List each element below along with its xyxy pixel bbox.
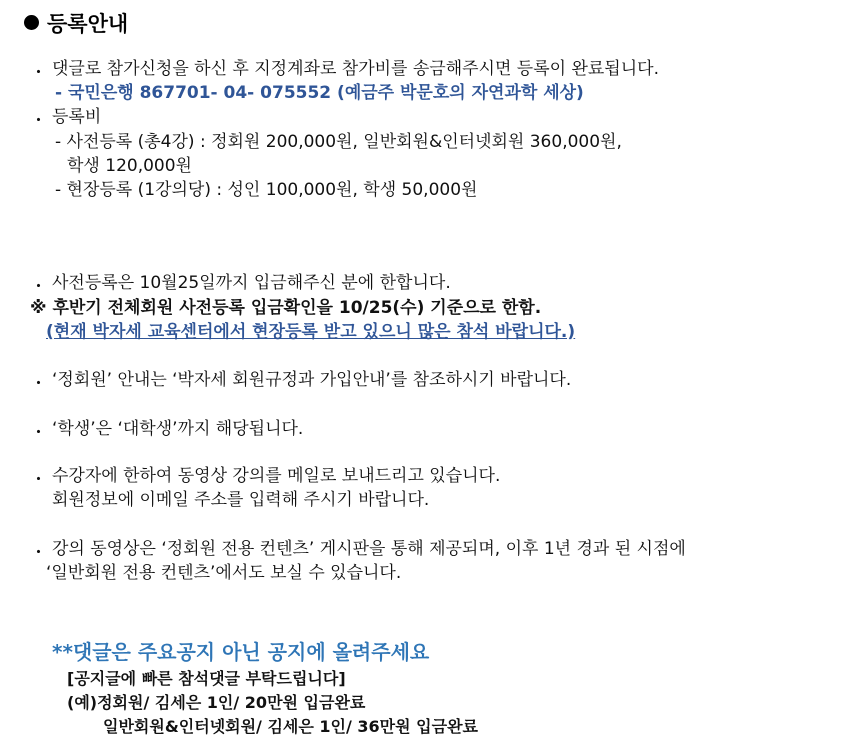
bullet-icon: ・: [30, 470, 47, 490]
bullet-dot-icon: [24, 15, 39, 30]
deadline-note: 사전등록은 10월25일까지 입금해주신 분에 한합니다.: [52, 273, 451, 293]
bullet-icon: ・: [30, 423, 47, 443]
bank-account-info: - 국민은행 867701- 04- 075552 (예금주 박문호의 자연과학 세상): [55, 83, 584, 103]
email-input-note: 회원정보에 이메일 주소를 입력해 주시기 바랍니다.: [52, 490, 430, 510]
onsite-registration-fee: - 현장등록 (1강의당) : 성인 100,000원, 학생 50,000원: [55, 180, 478, 200]
bullet-icon: ・: [30, 374, 47, 394]
student-fee: 학생 120,000원: [67, 156, 192, 176]
payment-confirmation-note: ※ 후반기 전체회원 사전등록 입금확인을 10/25(수) 기준으로 한함.: [30, 298, 542, 318]
bullet-icon: ・: [30, 543, 47, 563]
pre-registration-fee: - 사전등록 (총4강) : 정회원 200,000원, 일반회원&인터넷회원 360,000원,: [55, 132, 622, 152]
student-definition-note: ‘학생’은 ‘대학생’까지 해당됩니다.: [52, 419, 304, 439]
bullet-icon: ・: [30, 111, 47, 131]
video-board-note: 강의 동영상은 ‘정회원 전용 컨텐츠’ 게시판을 통해 제공되며, 이후 1년 경과 된 시점에: [52, 539, 686, 559]
video-email-note: 수강자에 한하여 동영상 강의를 메일로 보내드리고 있습니다.: [52, 466, 501, 486]
member-guide-note: ‘정회원’ 안내는 ‘박자세 회원규정과 가입안내’를 참조하시기 바랍니다.: [52, 370, 572, 390]
example-general-member: 일반회원&인터넷회원/ 김세은 1인/ 36만원 입금완료: [103, 717, 478, 736]
registration-instruction: 댓글로 참가신청을 하신 후 지정계좌로 참가비를 송금해주시면 등록이 완료됩니다.: [52, 59, 659, 79]
bullet-icon: ・: [30, 277, 47, 297]
section-title: [24, 8, 128, 38]
example-regular-member: (예)정회원/ 김세은 1인/ 20만원 입금완료: [67, 693, 366, 712]
section-title-text: 등록안내: [47, 12, 129, 36]
fee-heading: 등록비: [52, 107, 102, 127]
video-board-note-cont: ‘일반회원 전용 컨텐츠’에서도 보실 수 있습니다.: [46, 563, 402, 583]
comment-instruction: **댓글은 주요공지 아닌 공지에 올려주세요: [52, 640, 430, 664]
onsite-registration-link[interactable]: (현재 박자세 교육센터에서 현장등록 받고 있으니 많은 참석 바랍니다.): [46, 322, 576, 342]
comment-request: [공지글에 빠른 참석댓글 부탁드립니다]: [67, 669, 346, 688]
bullet-icon: ・: [30, 63, 47, 83]
